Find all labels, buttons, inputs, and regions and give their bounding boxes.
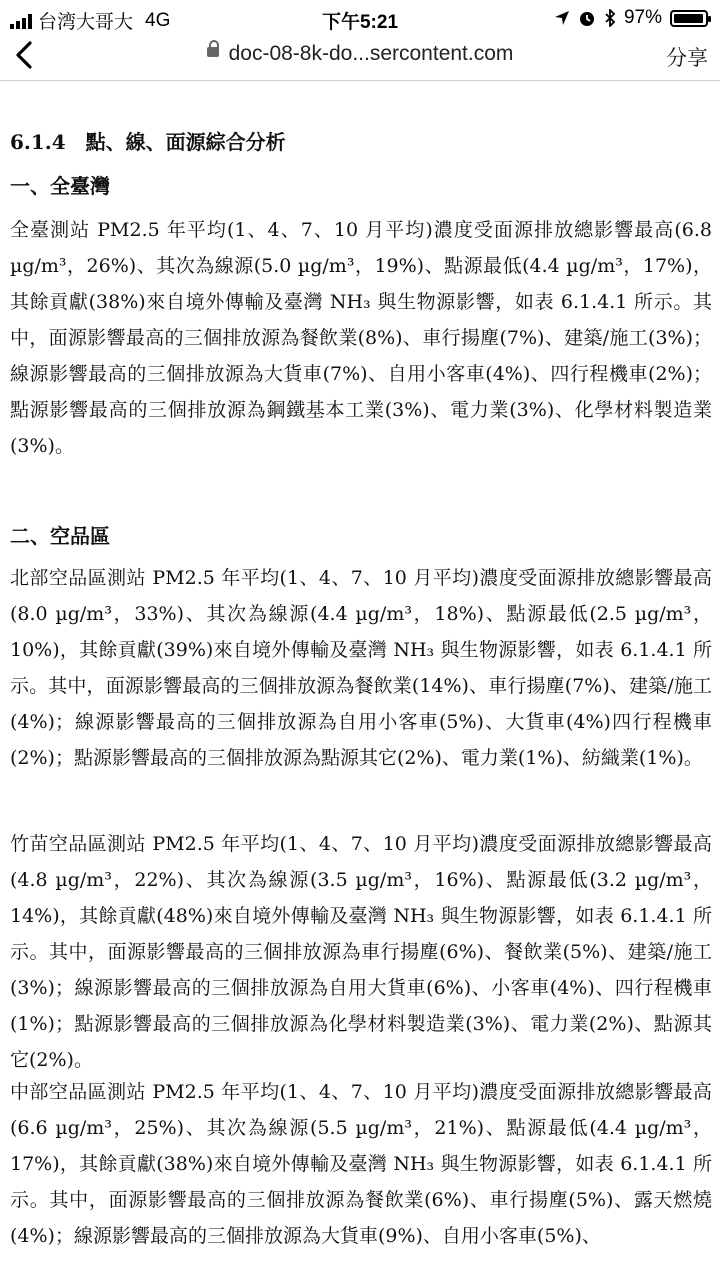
paragraph-zhumiao: 竹苗空品區測站 PM2.5 年平均(1、4、7、10 月平均)濃度受面源排放總影響最高(4.8 µg/m³，22%)、其次為線源(3.5 µg/m³，16%)、點源最低(3.2 µg/m³，14%)，其餘貢獻(48%)來自境外傳輸及臺灣 NH₃ 與生物源影響，如表 6.1.4.1 所示。其中，面源影響最高的三個排放源為車行揚塵(6%)、餐飲業(5%)、建築/施工(3%)；線源影響最高的三個排放源為自用大貨車(6%)、小客車(4%)、四行程機車(1%)；點源影響最高的三個排放源為化學材料製造業(3%)、電力業(2%)、點源其它(2%)。 [10, 833, 712, 1071]
section-heading: 6.1.4 點、線、面源綜合分析 [10, 130, 286, 154]
url-bar[interactable] [0, 42, 720, 66]
paragraph-central: 中部空品區測站 PM2.5 年平均(1、4、7、10 月平均)濃度受面源排放總影響最高(6.6 µg/m³，25%)、其次為線源(5.5 µg/m³，21%)、點源最低(4.4 µg/m³，17%)，其餘貢獻(38%)來自境外傳輸及臺灣 NH₃ 與生物源影響，如表 6.1.4.1 所示。其中，面源影響最高的三個排放源為餐飲業(6%)、車行揚塵(5%)、露天燃燒(4%)；線源影響最高的三個排放源為大貨車(9%)、自用小客車(5%)、 [10, 1081, 712, 1247]
carrier-name: 台湾大哥大 [38, 12, 134, 33]
bluetooth-icon [604, 9, 616, 27]
address-row [0, 36, 720, 76]
location-icon [554, 10, 570, 26]
paragraph-taiwan: 全臺測站 PM2.5 年平均(1、4、7、10 月平均)濃度受面源排放總影響最高(6.8 µg/m³，26%)、其次為線源(5.0 µg/m³，19%)、點源最低(4.4 µg/m³，17%)，其餘貢獻(38%)來自境外傳輸及臺灣 NH₃ 與生物源影響，如表 6.1.4.1 所示。其中，面源影響最高的三個排放源為餐飲業(8%)、車行揚塵(7%)、建築/施工(3%)；線源影響最高的三個排放源為大貨車(7%)、自用小客車(4%)、四行程機車(2%)；點源影響最高的三個排放源為鋼鐵基本工業(3%)、電力業(3%)、化學材料製造業(3%)。 [10, 219, 712, 457]
paragraph-north: 北部空品區測站 PM2.5 年平均(1、4、7、10 月平均)濃度受面源排放總影響最高(8.0 µg/m³，33%)、其次為線源(4.4 µg/m³，18%)、點源最低(2.5 µg/m³，10%)，其餘貢獻(39%)來自境外傳輸及臺灣 NH₃ 與生物源影響，如表 6.1.4.1 所示。其中，面源影響最高的三個排放源為餐飲業(14%)、車行揚塵(7%)、建築/施工(4%)；線源影響最高的三個排放源為自用小客車(5%)、大貨車(4%)四行程機車(2%)；點源影響最高的三個排放源為點源其它(2%)、電力業(1%)、紡織業(1%)。 [10, 567, 712, 769]
network-type: 4G [145, 9, 171, 31]
browser-chrome [0, 0, 720, 81]
share-button[interactable]: 分享 [666, 47, 708, 70]
url-text: doc-08-8k-do...sercontent.com [228, 42, 514, 65]
lock-icon [207, 47, 219, 57]
status-bar [0, 0, 720, 36]
battery-fill [674, 14, 703, 23]
subsection-heading-taiwan: 一、全臺灣 [10, 174, 110, 198]
subsection-heading-air-quality: 二、空品區 [10, 524, 110, 548]
battery-percent: 97% [623, 7, 662, 28]
battery-icon [670, 10, 708, 27]
clock: 下午5:21 [321, 12, 399, 33]
alarm-icon [578, 9, 596, 27]
